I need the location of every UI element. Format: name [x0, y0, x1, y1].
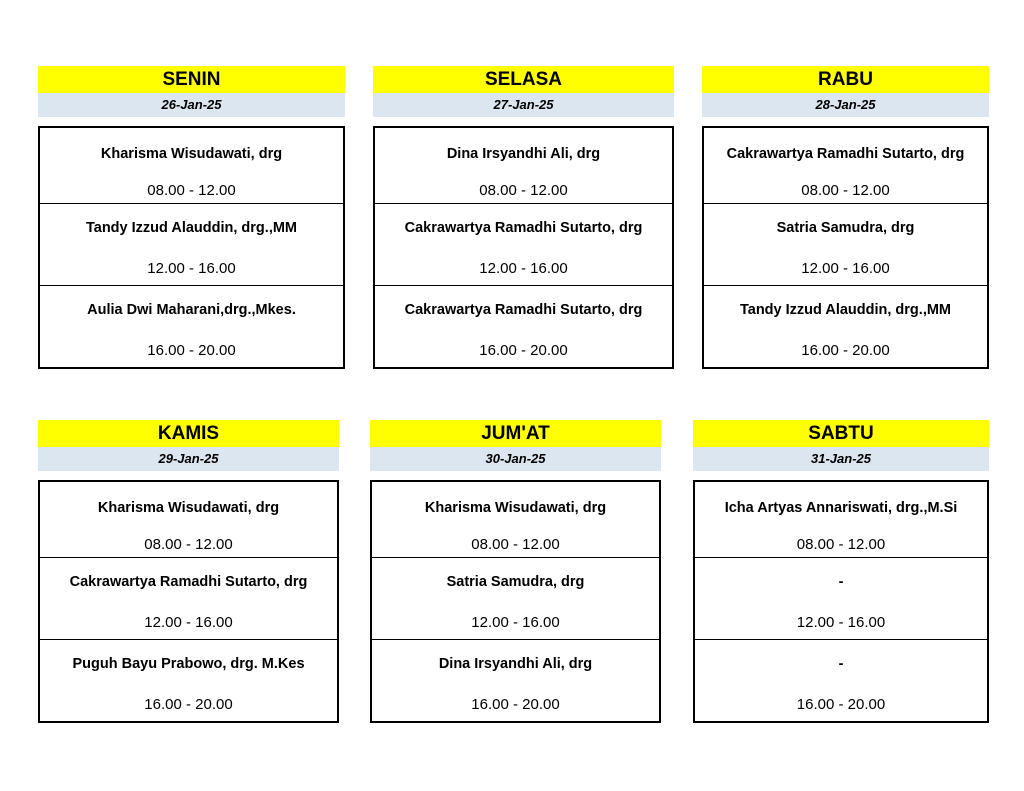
day-date: 30-Jan-25 — [370, 447, 661, 471]
day-name: SENIN — [38, 66, 345, 93]
doctor-name: Cakrawartya Ramadhi Sutarto, drg — [726, 146, 965, 162]
day-block-senin — [38, 66, 345, 369]
shift-table — [370, 480, 661, 723]
shift-row-evening — [40, 285, 343, 367]
doctor-name: - — [838, 574, 844, 590]
shift-time: 08.00 - 12.00 — [801, 182, 890, 199]
doctor-name: Cakrawartya Ramadhi Sutarto, drg — [404, 302, 643, 318]
shift-table — [702, 126, 989, 369]
doctor-name: Dina Irsyandhi Ali, drg — [438, 656, 593, 672]
day-block-sabtu — [693, 420, 989, 723]
doctor-name: Satria Samudra, drg — [446, 574, 585, 590]
day-name: SELASA — [373, 66, 674, 93]
shift-table — [693, 480, 989, 723]
doctor-name: Cakrawartya Ramadhi Sutarto, drg — [69, 574, 308, 590]
shift-row-morning — [40, 482, 337, 557]
shift-table — [38, 480, 339, 723]
shift-row-evening — [704, 285, 987, 367]
shift-row-afternoon — [375, 203, 672, 285]
day-name: KAMIS — [38, 420, 339, 447]
shift-time: 16.00 - 20.00 — [147, 342, 236, 359]
doctor-name: Aulia Dwi Maharani,drg.,Mkes. — [87, 302, 296, 318]
doctor-name: Puguh Bayu Prabowo, drg. M.Kes — [72, 656, 305, 672]
day-block-kamis — [38, 420, 339, 723]
shift-row-afternoon — [695, 557, 987, 639]
shift-row-morning — [704, 128, 987, 203]
shift-row-evening — [375, 285, 672, 367]
shift-time: 08.00 - 12.00 — [471, 536, 560, 553]
shift-time: 12.00 - 16.00 — [471, 614, 560, 631]
shift-row-afternoon — [40, 557, 337, 639]
shift-time: 12.00 - 16.00 — [479, 260, 568, 277]
day-date: 27-Jan-25 — [373, 93, 674, 117]
shift-row-evening — [372, 639, 659, 721]
day-block-rabu — [702, 66, 989, 369]
shift-row-morning — [372, 482, 659, 557]
doctor-name: Kharisma Wisudawati, drg — [97, 500, 280, 516]
doctor-name: Cakrawartya Ramadhi Sutarto, drg — [404, 220, 643, 236]
day-name: JUM'AT — [370, 420, 661, 447]
day-block-selasa — [373, 66, 674, 369]
doctor-name: Satria Samudra, drg — [776, 220, 915, 236]
day-date: 31-Jan-25 — [693, 447, 989, 471]
shift-row-evening — [40, 639, 337, 721]
shift-row-evening — [695, 639, 987, 721]
shift-time: 08.00 - 12.00 — [144, 536, 233, 553]
shift-row-morning — [695, 482, 987, 557]
shift-time: 12.00 - 16.00 — [144, 614, 233, 631]
doctor-name: Tandy Izzud Alauddin, drg.,MM — [739, 302, 952, 318]
shift-row-afternoon — [40, 203, 343, 285]
day-name: RABU — [702, 66, 989, 93]
shift-time: 12.00 - 16.00 — [796, 614, 886, 631]
day-block-jumat — [370, 420, 661, 723]
shift-row-morning — [40, 128, 343, 203]
shift-table — [38, 126, 345, 369]
doctor-name: Tandy Izzud Alauddin, drg.,MM — [85, 220, 298, 236]
day-name: SABTU — [693, 420, 989, 447]
shift-time: 12.00 - 16.00 — [147, 260, 236, 277]
shift-row-afternoon — [372, 557, 659, 639]
day-date: 28-Jan-25 — [702, 93, 989, 117]
doctor-name: Kharisma Wisudawati, drg — [424, 500, 607, 516]
shift-time: 16.00 - 20.00 — [801, 342, 890, 359]
shift-table — [373, 126, 674, 369]
day-date: 29-Jan-25 — [38, 447, 339, 471]
shift-time: 16.00 - 20.00 — [796, 696, 886, 713]
shift-time: 08.00 - 12.00 — [479, 182, 568, 199]
shift-time: 16.00 - 20.00 — [471, 696, 560, 713]
doctor-name: Kharisma Wisudawati, drg — [100, 146, 283, 162]
shift-row-morning — [375, 128, 672, 203]
doctor-name: - — [838, 656, 844, 672]
shift-row-afternoon — [704, 203, 987, 285]
shift-time: 08.00 - 12.00 — [796, 536, 886, 553]
doctor-name: Icha Artyas Annariswati, drg.,M.Si — [724, 500, 958, 516]
shift-time: 16.00 - 20.00 — [144, 696, 233, 713]
shift-time: 16.00 - 20.00 — [479, 342, 568, 359]
shift-time: 12.00 - 16.00 — [801, 260, 890, 277]
doctor-name: Dina Irsyandhi Ali, drg — [446, 146, 601, 162]
shift-time: 08.00 - 12.00 — [147, 182, 236, 199]
day-date: 26-Jan-25 — [38, 93, 345, 117]
